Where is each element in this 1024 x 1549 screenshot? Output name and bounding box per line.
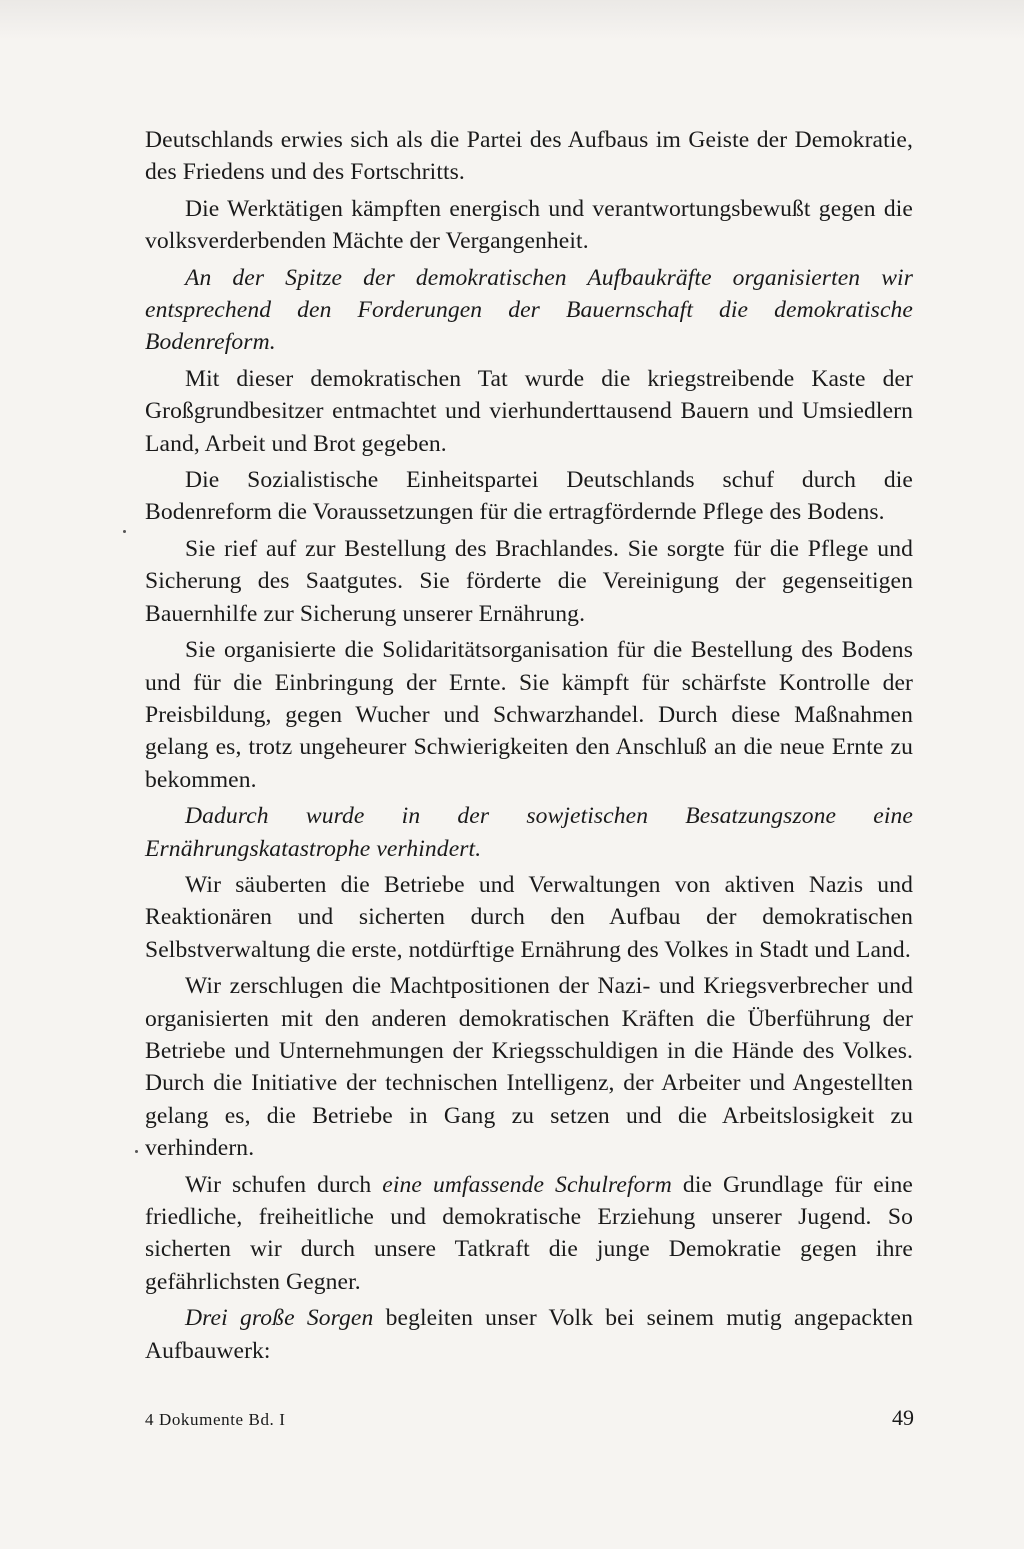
body-text (145, 124, 913, 1371)
paragraph-2: Die Werktätigen kämpften energisch und verantwortungsbewußt gegen die volksverderbenden Mächte der Vergangenheit. (145, 195, 913, 255)
printer-signature: 4 Dokumente Bd. I (145, 1410, 286, 1429)
paragraph-schulreform (145, 1169, 913, 1299)
print-speck (123, 530, 126, 533)
paragraph-1: Deutschlands erwies sich als die Partei des Aufbaus im Geiste der Demokratie, des Friedens und des Fortschritts. (145, 127, 913, 186)
page-number: 49 (892, 1405, 914, 1430)
paragraph-7: Sie organisierte die Solidaritätsorganisation für die Bestellung des Bodens und für die Einbringung der Ernte. Sie kämpft für schärfste Kontrolle der Preisbildung, gegen Wucher und Schwarzhandel. Durch diese Maßnahmen gelang es, trotz ungeheurer Schwierigkeiten den Anschluß an die neue Ernte zu bekommen. (145, 637, 913, 793)
paragraph-8: Dadurch wurde in der sowjetischen Besatzungszone eine Ernährungskatastrophe verhindert. (145, 803, 913, 862)
paragraph-3: An der Spitze der demokratischen Aufbaukräfte organisierten wir entsprechend den Forderungen der Bauernschaft die demokratische Bodenreform. (145, 264, 913, 356)
sorgen-after: begleiten unser Volk bei seinem mutig angepackten Aufbauwerk: (145, 1305, 913, 1364)
paragraph-6: Sie rief auf zur Bestellung des Brachlandes. Sie sorgte für die Pflege und Sicherung des Saatgutes. Sie förderte die Vereinigung der gegenseitigen Bauernhilfe zur Sicherung unserer Ernährung. (145, 535, 913, 627)
schulreform-emphasis: eine umfassende Schulreform (382, 1171, 672, 1198)
paragraph-sorgen (145, 1302, 913, 1367)
sorgen-emphasis: Drei große Sorgen (185, 1305, 374, 1332)
paragraph-10: Wir zerschlugen die Machtpositionen der Nazi- und Kriegsverbrecher und organisierten mit den anderen demokratischen Kräften die Überführung der Betriebe und Unternehmungen der Kriegsschuldigen in die Hände des Volkes. Durch die Initiative der technischen Intelligenz, der Arbeiter und Angestellten gelang es, die Betriebe in Gang zu setzen und die Arbeitslosigkeit zu verhindern. (145, 973, 913, 1162)
print-speck (135, 1150, 138, 1153)
paragraph-9: Wir säuberten die Betriebe und Verwaltungen von aktiven Nazis und Reaktionären und sicherten durch den Aufbau der demokratischen Selbstverwaltung die erste, notdürftige Ernährung des Volkes in Stadt und Land. (145, 871, 913, 963)
schulreform-after: die Grundlage für eine friedliche, freiheitliche und demokratische Erziehung unserer Jugend. So sicherten wir durch unsere Tatkraft die junge Demokratie gegen ihre gefährlichsten Gegner. (145, 1171, 914, 1295)
paragraph-4: Mit dieser demokratischen Tat wurde die kriegstreibende Kaste der Großgrundbesitzer entmachtet und vierhunderttausend Bauern und Umsiedlern Land, Arbeit und Brot gegeben. (145, 365, 913, 457)
schulreform-before: Wir schufen durch (185, 1171, 383, 1198)
paragraph-5: Die Sozialistische Einheitspartei Deutschlands schuf durch die Bodenreform die Voraussetzungen für die ertragfördernde Pflege des Bodens. (145, 467, 913, 526)
